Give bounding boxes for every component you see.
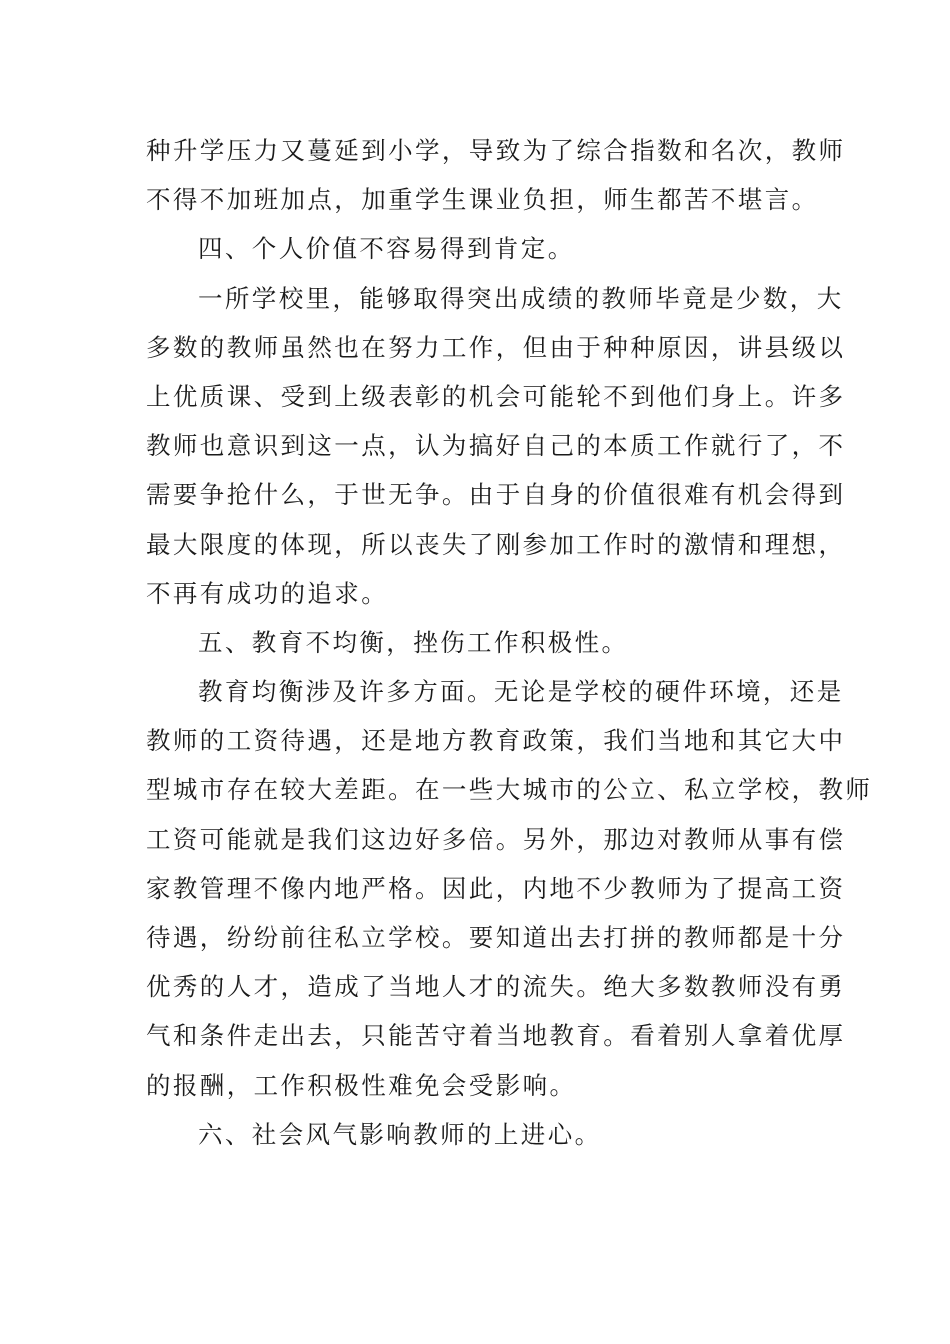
text-line: 型城市存在较大差距。在一些大城市的公立、私立学校，教师 (146, 775, 873, 805)
text-line: 的报酬，工作积极性难免会受影响。 (146, 1070, 577, 1100)
text-line: 上优质课、受到上级表彰的机会可能轮不到他们身上。许多 (146, 381, 846, 411)
document-body (146, 126, 873, 1159)
text-line: 一所学校里，能够取得突出成绩的教师毕竟是少数，大 (198, 283, 844, 313)
text-line: 不得不加班加点，加重学生课业负担，师生都苦不堪言。 (146, 185, 819, 215)
text-line: 优秀的人才，造成了当地人才的流失。绝大多数教师没有勇 (146, 972, 846, 1002)
text-line: 待遇，纷纷前往私立学校。要知道出去打拼的教师都是十分 (146, 923, 846, 952)
text-line: 教师的工资待遇，还是地方教育政策，我们当地和其它大中 (146, 726, 846, 756)
text-line: 工资可能就是我们这边好多倍。另外，那边对教师从事有偿 (146, 824, 846, 854)
text-line: 教师也意识到这一点，认为搞好自己的本质工作就行了，不 (146, 431, 846, 461)
section-heading-6: 六、社会风气影响教师的上进心。 (198, 1119, 602, 1149)
text-line: 家教管理不像内地严格。因此，内地不少教师为了提高工资 (146, 873, 846, 903)
text-line: 气和条件走出去，只能苦守着当地教育。看着别人拿着优厚 (146, 1021, 846, 1051)
text-line: 多数的教师虽然也在努力工作，但由于种种原因，讲县级以 (146, 332, 846, 362)
text-line: 需要争抢什么，于世无争。由于自身的价值很难有机会得到 (146, 480, 846, 510)
text-line: 教育均衡涉及许多方面。无论是学校的硬件环境，还是 (198, 677, 844, 707)
text-line: 最大限度的体现，所以丧失了刚参加工作时的激情和理想， (146, 529, 846, 559)
section-heading-5: 五、教育不均衡，挫伤工作积极性。 (198, 627, 629, 657)
text-line: 不再有成功的追求。 (146, 578, 389, 608)
section-heading-4: 四、个人价值不容易得到肯定。 (198, 234, 575, 264)
text-line: 种升学压力又蔓延到小学，导致为了综合指数和名次，教师 (146, 136, 846, 165)
